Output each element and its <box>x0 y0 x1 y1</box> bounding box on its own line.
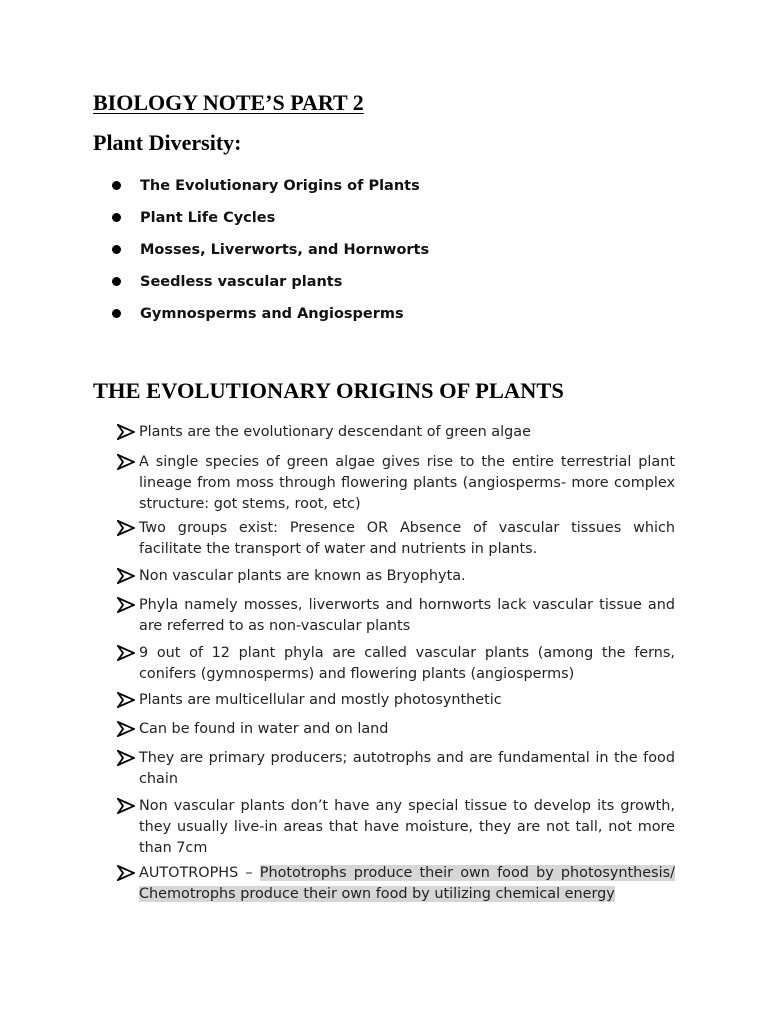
bullet-icon <box>112 309 121 318</box>
note-item <box>117 422 675 443</box>
bullet-icon <box>112 277 121 286</box>
arrow-bullet-icon <box>117 798 135 814</box>
evolutionary-origins-heading: THE EVOLUTIONARY ORIGINS OF PLANTS <box>93 378 564 403</box>
note-item <box>117 452 675 515</box>
bullet-icon <box>112 245 121 254</box>
note-text: Can be found in water and on land <box>139 721 389 737</box>
note-text <box>139 863 675 905</box>
arrow-bullet-icon <box>117 721 135 737</box>
note-text: Plants are multicellular and mostly photosynthetic <box>139 692 502 708</box>
arrow-bullet-icon <box>117 568 135 584</box>
topic-item <box>112 302 672 334</box>
note-item <box>117 595 675 637</box>
autotrophs-label: AUTOTROPHS – <box>139 865 260 881</box>
note-item <box>117 719 675 740</box>
bullet-icon <box>112 181 121 190</box>
note-item <box>117 796 675 859</box>
arrow-bullet-icon <box>117 597 135 613</box>
note-item <box>117 643 675 685</box>
arrow-bullet-icon <box>117 750 135 766</box>
document-title: BIOLOGY NOTE’S PART 2 <box>93 90 364 115</box>
topic-text: Gymnosperms and Angiosperms <box>140 306 404 322</box>
note-item <box>117 690 675 711</box>
note-item-autotrophs <box>117 863 675 905</box>
bullet-icon <box>112 213 121 222</box>
note-text: 9 out of 12 plant phyla are called vascular plants (among the ferns, conifers (gymnosperms) and flowering plants (angiosperms) <box>139 645 675 682</box>
plant-diversity-subtitle: Plant Diversity: <box>93 130 242 155</box>
note-text: Non vascular plants are known as Bryophyta. <box>139 568 466 584</box>
arrow-bullet-icon <box>117 865 135 881</box>
topic-text: The Evolutionary Origins of Plants <box>140 178 420 194</box>
note-text: They are primary producers; autotrophs and are fundamental in the food chain <box>139 750 675 787</box>
arrow-bullet-icon <box>117 645 135 661</box>
topic-text: Plant Life Cycles <box>140 210 276 226</box>
arrow-bullet-icon <box>117 454 135 470</box>
note-text: A single species of green algae gives rise to the entire terrestrial plant lineage from moss through flowering plants (angiosperms- more complex structure: got stems, root, etc) <box>139 454 675 512</box>
topic-item <box>112 270 672 302</box>
note-text: Two groups exist: Presence OR Absence of vascular tissues which facilitate the transport of water and nutrients in plants. <box>139 520 675 557</box>
note-item <box>117 518 675 560</box>
note-item <box>117 748 675 790</box>
note-text: Plants are the evolutionary descendant of green algae <box>139 424 531 440</box>
note-text: Phyla namely mosses, liverworts and hornworts lack vascular tissue and are referred to as non-vascular plants <box>139 597 675 634</box>
topic-item <box>112 206 672 238</box>
topic-list <box>112 174 672 334</box>
arrow-bullet-icon <box>117 692 135 708</box>
topic-text: Mosses, Liverworts, and Hornworts <box>140 242 430 258</box>
topic-text: Seedless vascular plants <box>140 274 343 290</box>
highlighted-text: Phototrophs produce their own food by photosynthesis/ Chemotrophs produce their own food by utilizing chemical energy <box>139 865 675 902</box>
topic-item <box>112 238 672 270</box>
note-item <box>117 566 675 587</box>
note-text: Non vascular plants don’t have any special tissue to develop its growth, they usually live-in areas that have moisture, they are not tall, not more than 7cm <box>139 798 675 856</box>
arrow-bullet-icon <box>117 424 135 440</box>
topic-item <box>112 174 672 206</box>
arrow-bullet-icon <box>117 520 135 536</box>
